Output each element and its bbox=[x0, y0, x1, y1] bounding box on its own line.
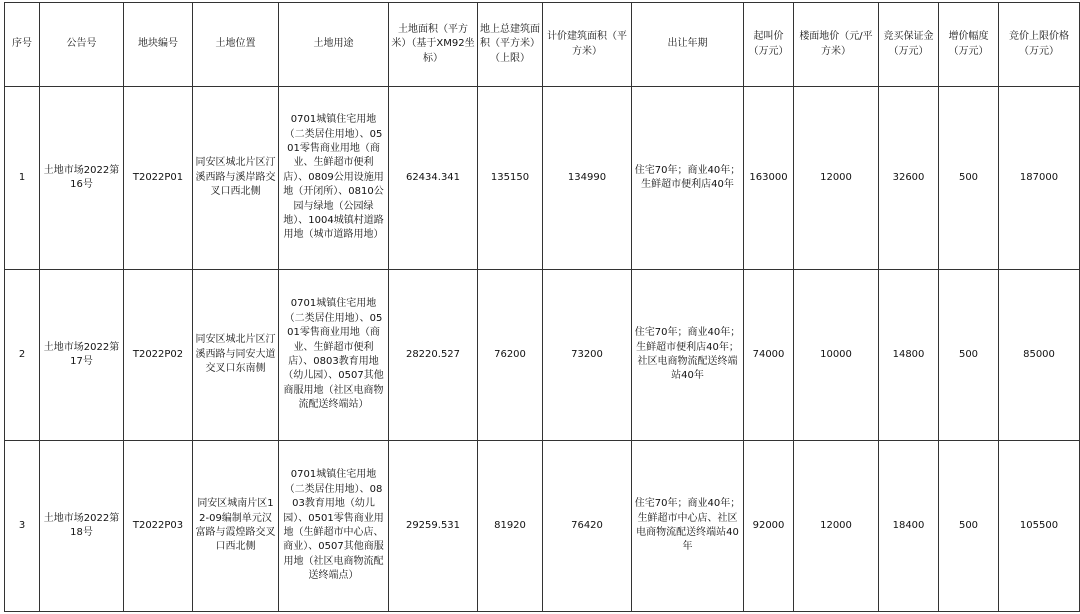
cell-bid-increment: 500 bbox=[939, 441, 999, 612]
cell-bid-deposit: 14800 bbox=[879, 270, 939, 441]
table-row bbox=[5, 270, 1080, 441]
cell-land-area: 62434.341 bbox=[389, 87, 478, 270]
cell-lease-term: 住宅70年；商业40年；生鲜超市中心店、社区电商物流配送终端站40年 bbox=[632, 441, 744, 612]
cell-plot-number: T2022P03 bbox=[124, 441, 193, 612]
cell-land-location: 同安区城南片区12-09编制单元汉富路与霞煌路交叉口西北侧 bbox=[193, 441, 279, 612]
cell-land-use: 0701城镇住宅用地（二类居住用地）、0501零售商业用地（商业、生鲜超市便利店）、0809公用设施用地（开闭所）、0810公园与绿地（公园绿地）、1004城镇村道路用地（城市道路用地） bbox=[279, 87, 389, 270]
cell-notice-number: 土地市场2022第18号 bbox=[40, 441, 124, 612]
table-row bbox=[5, 441, 1080, 612]
cell-floor-price: 10000 bbox=[794, 270, 879, 441]
cell-bid-deposit: 18400 bbox=[879, 441, 939, 612]
cell-starting-price: 163000 bbox=[744, 87, 794, 270]
cell-floor-price: 12000 bbox=[794, 87, 879, 270]
header-bid-increment: 增价幅度（万元） bbox=[939, 3, 999, 87]
cell-starting-price: 74000 bbox=[744, 270, 794, 441]
header-gross-floor-area: 地上总建筑面积（平方米）（上限） bbox=[478, 3, 543, 87]
header-plot-number: 地块编号 bbox=[124, 3, 193, 87]
cell-land-use: 0701城镇住宅用地（二类居住用地）、0803教育用地（幼儿园）、0501零售商业用地（生鲜超市中心店、商业）、0507其他商服用地（社区电商物流配送终端点） bbox=[279, 441, 389, 612]
cell-land-area: 29259.531 bbox=[389, 441, 478, 612]
header-land-location: 土地位置 bbox=[193, 3, 279, 87]
header-land-area: 土地面积（平方米）（基于XM92坐标） bbox=[389, 3, 478, 87]
table-row bbox=[5, 87, 1080, 270]
cell-seq: 2 bbox=[5, 270, 40, 441]
cell-bid-increment: 500 bbox=[939, 87, 999, 270]
cell-land-location: 同安区城北片区汀溪西路与同安大道交叉口东南侧 bbox=[193, 270, 279, 441]
table-header-row bbox=[5, 3, 1080, 87]
land-auction-table bbox=[4, 2, 1080, 612]
header-floor-price: 楼面地价（元/平方米） bbox=[794, 3, 879, 87]
cell-land-area: 28220.527 bbox=[389, 270, 478, 441]
cell-floor-price: 12000 bbox=[794, 441, 879, 612]
cell-bid-deposit: 32600 bbox=[879, 87, 939, 270]
cell-gross-floor-area: 81920 bbox=[478, 441, 543, 612]
cell-seq: 1 bbox=[5, 87, 40, 270]
header-bid-deposit: 竞买保证金（万元） bbox=[879, 3, 939, 87]
cell-notice-number: 土地市场2022第17号 bbox=[40, 270, 124, 441]
header-price-cap: 竞价上限价格（万元） bbox=[999, 3, 1080, 87]
header-lease-term: 出让年期 bbox=[632, 3, 744, 87]
cell-land-use: 0701城镇住宅用地（二类居住用地）、0501零售商业用地（商业、生鲜超市便利店）、0803教育用地（幼儿园）、0507其他商服用地（社区电商物流配送终端站） bbox=[279, 270, 389, 441]
header-seq: 序号 bbox=[5, 3, 40, 87]
header-starting-price: 起叫价（万元） bbox=[744, 3, 794, 87]
cell-plot-number: T2022P01 bbox=[124, 87, 193, 270]
header-notice-number: 公告号 bbox=[40, 3, 124, 87]
cell-price-cap: 105500 bbox=[999, 441, 1080, 612]
cell-seq: 3 bbox=[5, 441, 40, 612]
cell-plot-number: T2022P02 bbox=[124, 270, 193, 441]
cell-gross-floor-area: 135150 bbox=[478, 87, 543, 270]
cell-priced-floor-area: 76420 bbox=[543, 441, 632, 612]
cell-priced-floor-area: 134990 bbox=[543, 87, 632, 270]
cell-price-cap: 85000 bbox=[999, 270, 1080, 441]
cell-notice-number: 土地市场2022第16号 bbox=[40, 87, 124, 270]
header-land-use: 土地用途 bbox=[279, 3, 389, 87]
cell-lease-term: 住宅70年；商业40年；生鲜超市便利店40年；社区电商物流配送终端站40年 bbox=[632, 270, 744, 441]
cell-lease-term: 住宅70年；商业40年；生鲜超市便利店40年 bbox=[632, 87, 744, 270]
cell-starting-price: 92000 bbox=[744, 441, 794, 612]
cell-price-cap: 187000 bbox=[999, 87, 1080, 270]
cell-bid-increment: 500 bbox=[939, 270, 999, 441]
cell-gross-floor-area: 76200 bbox=[478, 270, 543, 441]
header-priced-floor-area: 计价建筑面积（平方米） bbox=[543, 3, 632, 87]
cell-priced-floor-area: 73200 bbox=[543, 270, 632, 441]
cell-land-location: 同安区城北片区汀溪西路与溪岸路交叉口西北侧 bbox=[193, 87, 279, 270]
